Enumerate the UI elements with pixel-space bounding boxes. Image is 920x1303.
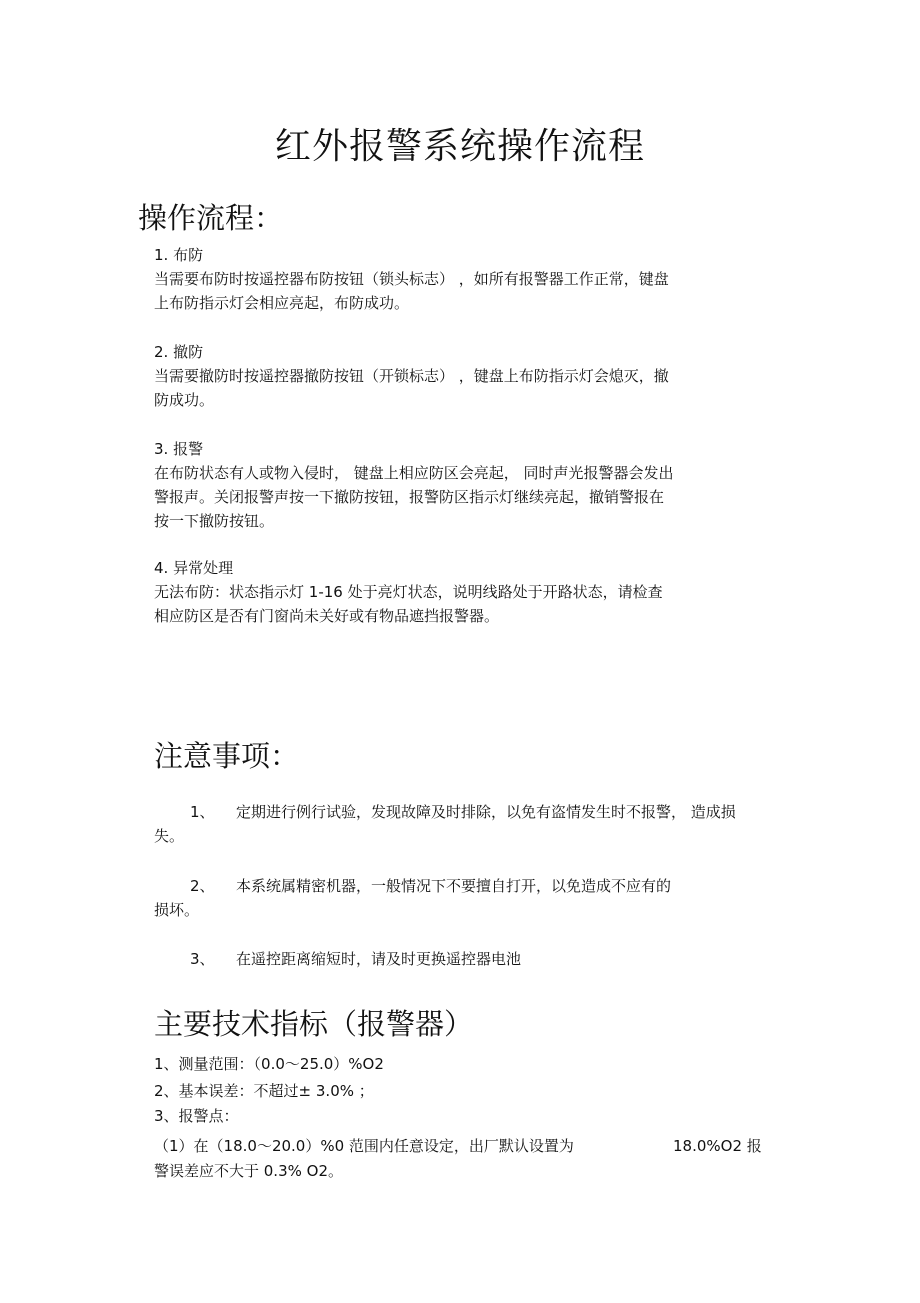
note-2-text-cont: 损坏。 [154, 901, 200, 919]
spec-detail-line-2: 警误差应不大于 0.3% O2。 [154, 1162, 343, 1180]
step-text-line: 警报声。关闭报警声按一下撤防按钮，报警防区指示灯继续亮起，撤销警报在 [154, 488, 665, 506]
note-3-number: 3、 [190, 950, 215, 968]
step-3 [154, 437, 674, 533]
step-label: 1. 布防 [154, 246, 204, 264]
note-1-text-cont: 失。 [154, 827, 185, 845]
section-heading-specs: 主要技术指标（报警器） [154, 1007, 474, 1041]
step-label: 2. 撤防 [154, 343, 204, 361]
spec-range: 1、测量范围：（0.0〜25.0）%O2 [154, 1055, 384, 1073]
step-4 [154, 556, 663, 628]
step-text-line: 无法布防：状态指示灯 1-16 处于亮灯状态，说明线路处于开路状态，请检查 [154, 583, 663, 601]
note-1-text: 定期进行例行试验，发现故障及时排除，以免有盗情发生时不报警， 造成损 [236, 803, 736, 821]
step-label: 3. 报警 [154, 440, 204, 458]
step-text-line: 上布防指示灯会相应亮起，布防成功。 [154, 294, 410, 312]
note-2-number: 2、 [190, 877, 215, 895]
step-text-line: 在布防状态有人或物入侵时， 键盘上相应防区会亮起， 同时声光报警器会发出 [154, 464, 674, 482]
note-2-text: 本系统属精密机器，一般情况下不要擅自打开，以免造成不应有的 [236, 877, 672, 895]
step-text-line: 防成功。 [154, 391, 215, 409]
step-text-line: 当需要撤防时按遥控器撤防按钮（开锁标志） ，键盘上布防指示灯会熄灭，撤 [154, 367, 669, 385]
note-1-number: 1、 [190, 803, 215, 821]
step-text-line: 当需要布防时按遥控器布防按钮（锁头标志） ，如所有报警器工作正常，键盘 [154, 270, 669, 288]
step-1 [154, 243, 669, 315]
section-heading-operation: 操作流程： [138, 201, 284, 235]
step-text-line: 相应防区是否有门窗尚未关好或有物品遮挡报警器。 [154, 607, 500, 625]
document-title: 红外报警系统操作流程 [274, 126, 645, 167]
step-label: 4. 异常处理 [154, 559, 234, 577]
note-3-text: 在遥控距离缩短时，请及时更换遥控器电池 [236, 950, 522, 968]
step-text-line: 按一下撤防按钮。 [154, 512, 275, 530]
spec-detail-line-1a: （1）在（18.0〜20.0）%0 范围内任意设定，出厂默认设置为 [154, 1137, 574, 1155]
step-2 [154, 340, 669, 412]
spec-detail-line-1b: 18.0%O2 报 [673, 1137, 762, 1155]
spec-error: 2、基本误差：不超过± 3.0% ； [154, 1082, 374, 1100]
section-heading-notes: 注意事项： [154, 739, 300, 773]
spec-alarm-point: 3、报警点： [154, 1107, 239, 1125]
